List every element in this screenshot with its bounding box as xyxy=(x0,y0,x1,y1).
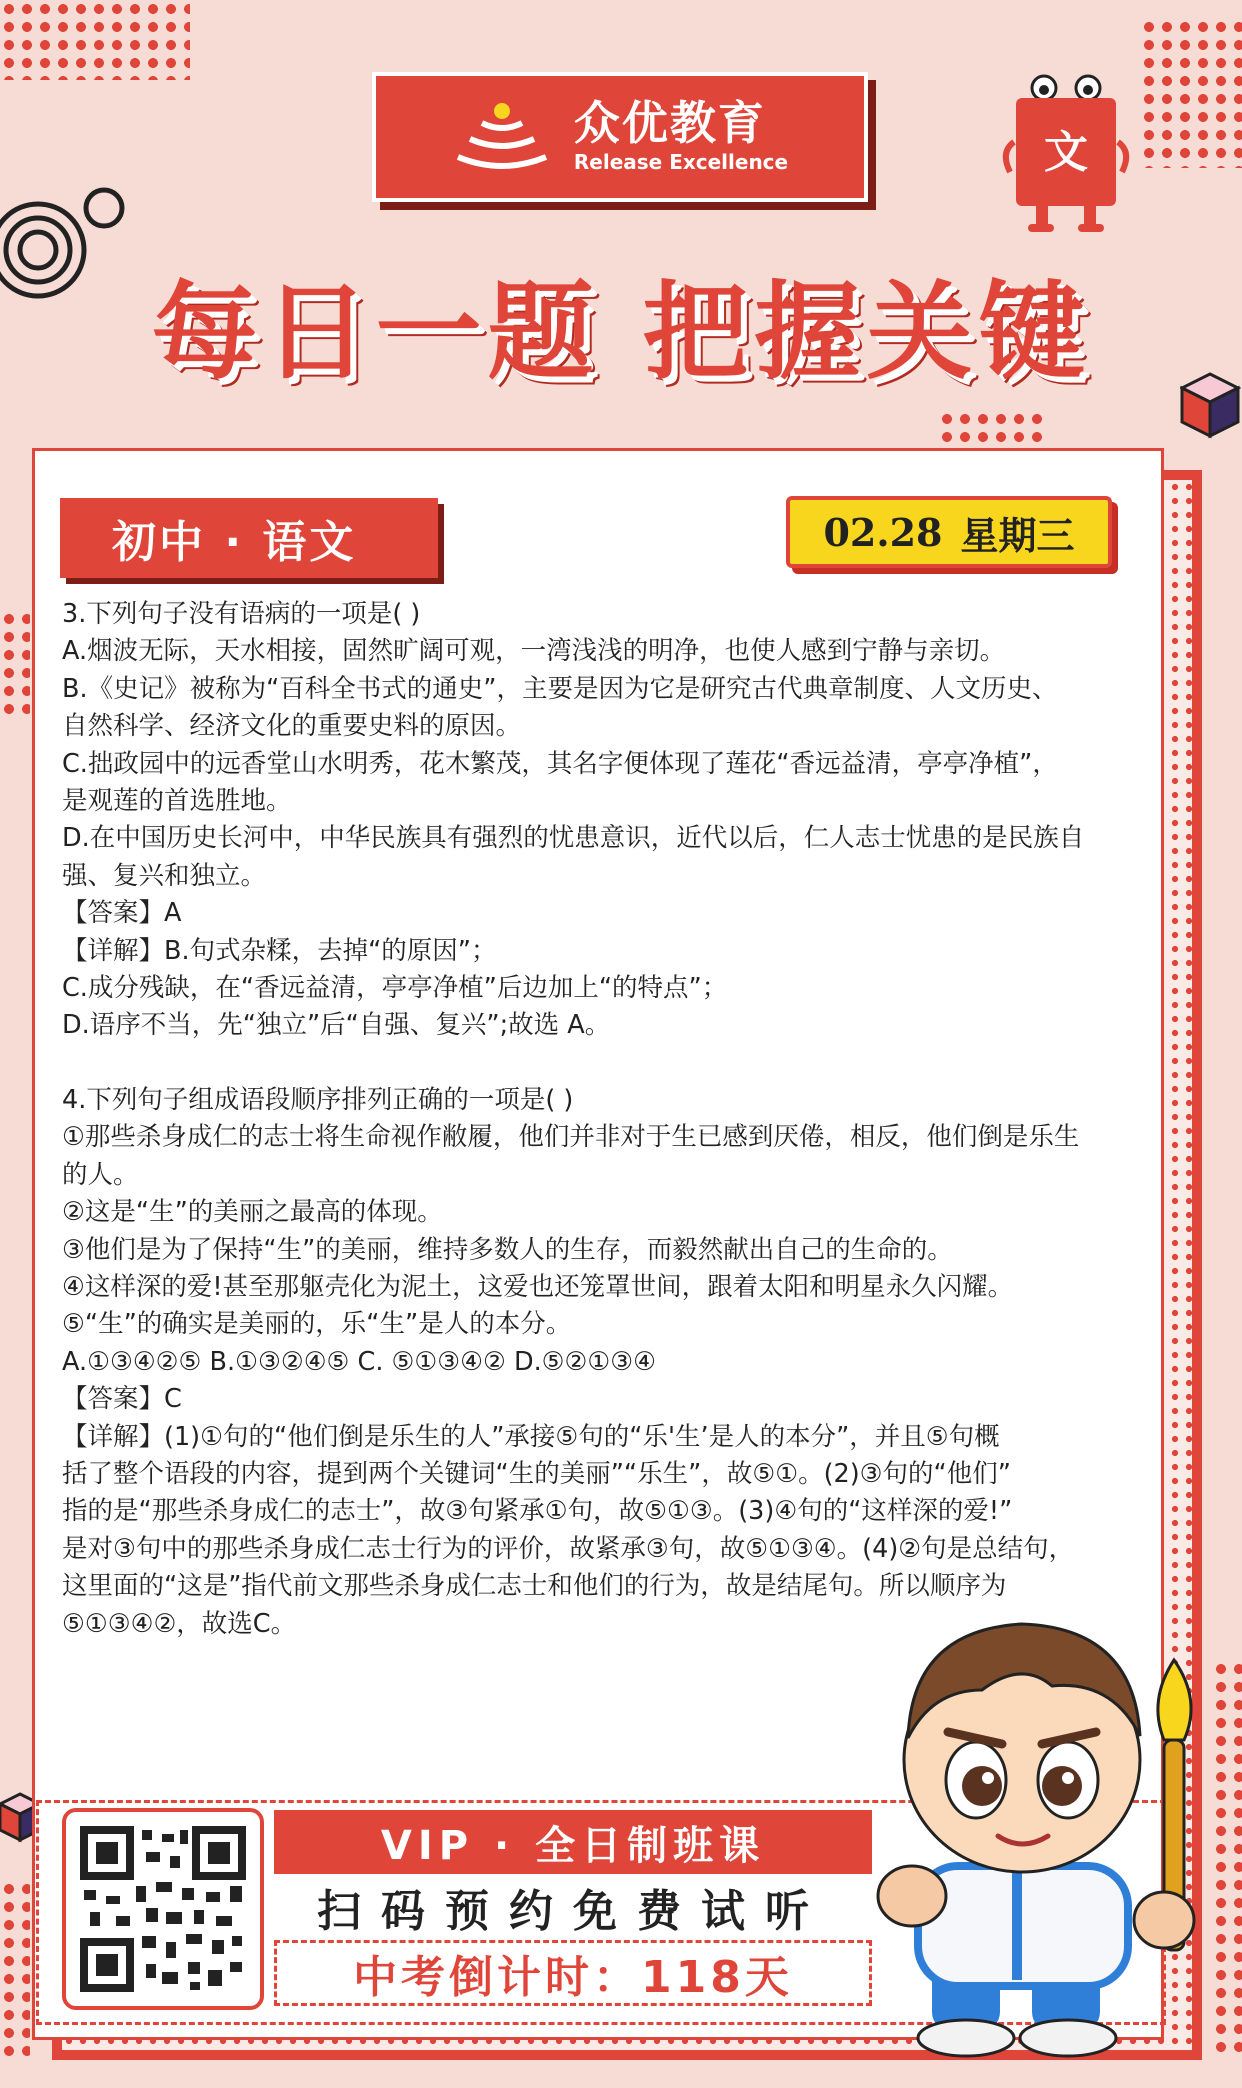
brand-slogan: Release Excellence xyxy=(573,150,789,174)
content-line: ⑤①③④②，故选C。 xyxy=(62,1608,297,1639)
content-line: A.①③④②⑤ B.①③②④⑤ C. ⑤①③④② D.⑤②①③④ xyxy=(62,1346,656,1377)
content-line: A.烟波无际，天水相接，固然旷阔可观，一湾浅浅的明净，也使人感到宁静与亲切。 xyxy=(62,636,1006,667)
mascot-badge-text: 文 xyxy=(1044,127,1088,178)
decor-dots-under-headline xyxy=(938,410,1048,446)
decor-dots-top-left xyxy=(0,0,190,80)
qr-code[interactable] xyxy=(62,1808,264,2010)
date-weekday: 星期三 xyxy=(960,512,1075,558)
content-line: 自然科学、经济文化的重要史料的原因。 xyxy=(62,711,522,742)
page-headline: 每日一题 把握关键 xyxy=(151,271,1091,394)
content-line: D.在中国历史长河中，中华民族具有强烈的忧患意识，近代以后，仁人志士忧患的是民族自 xyxy=(62,823,1085,854)
decor-dots-left-bottom xyxy=(0,1880,30,2060)
content-line: 指的是“那些杀身成仁的志士”，故③句紧承①句，故⑤①③。(3)④句的“这样深的爱!” xyxy=(62,1496,1013,1527)
content-line: D.语序不当，先“独立”后“自强、复兴”;故选 A。 xyxy=(62,1010,611,1041)
content-line: 【答案】C xyxy=(62,1384,182,1415)
content-line: 是对③句中的那些杀身成仁志士行为的评价，故紧承③句，故⑤①③④。(4)②句是总结句， xyxy=(62,1533,1075,1564)
content-line: 【详解】(1)①句的“他们倒是乐生的人”承接⑤句的“乐'生’是人的本分”，并且⑤句概 xyxy=(62,1421,1000,1452)
content-line: 是观莲的首选胜地。 xyxy=(62,786,292,817)
decor-dots-top-right xyxy=(1140,18,1242,168)
subject-tag: 初中 · 语文 xyxy=(60,498,438,578)
content-line: B.《史记》被称为“百科全书式的通史”，主要是因为它是研究古代典章制度、人文历史、 xyxy=(62,673,1058,704)
content-line: 强、复兴和独立。 xyxy=(62,860,267,891)
brand-name: 众优教育 xyxy=(573,96,766,150)
content-line: C.拙政园中的远香堂山水明秀，花木繁茂，其名字便体现了莲花“香远益清，亭亭净植”， xyxy=(62,748,1058,779)
date-day: 02.28 xyxy=(823,509,943,555)
decor-dots-left-mid xyxy=(0,610,30,720)
content-line: 这里面的“这是”指代前文那些杀身成仁志士和他们的行为，故是结尾句。所以顺序为 xyxy=(62,1571,1007,1602)
content-line: 括了整个语段的内容，提到两个关键词“生的美丽”“乐生”，故⑤①。(2)③句的“他们” xyxy=(62,1458,1011,1489)
content-line: ①那些杀身成仁的志士将生命视作敝履，他们并非对于生已感到厌倦，相反，他们倒是乐生 xyxy=(62,1122,1080,1153)
content-line: ⑤“生”的确实是美丽的，乐“生”是人的本分。 xyxy=(62,1309,572,1340)
content-line: 的人。 xyxy=(62,1159,139,1190)
content-gap xyxy=(62,1045,1142,1082)
qr-code-icon xyxy=(66,1812,260,2006)
exam-countdown: 中考倒计时：118天 xyxy=(274,1940,872,2006)
date-badge xyxy=(786,496,1112,568)
book-mascot xyxy=(1000,72,1132,236)
decor-dots-right-bottom xyxy=(1212,1660,1242,2060)
content-line: C.成分残缺，在“香远益清，亭亭净植”后边加上“的特点”； xyxy=(62,973,728,1004)
content-line: 3.下列句子没有语病的一项是( ) xyxy=(62,599,421,629)
scan-cta: 扫码预约免费试听 xyxy=(317,1886,829,1937)
content-line: ②这是“生”的美丽之最高的体现。 xyxy=(62,1197,443,1228)
brand-logo xyxy=(372,72,868,202)
vip-banner: VIP · 全日制班课 xyxy=(274,1810,872,1874)
content-line: 4.下列句子组成语段顺序排列正确的一项是( ) xyxy=(62,1084,574,1115)
content-line: ④这样深的爱!甚至那躯壳化为泥土，这爱也还笼罩世间，跟着太阳和明星永久闪耀。 xyxy=(62,1271,1014,1302)
question-content xyxy=(62,596,1142,1643)
logo-icon xyxy=(452,97,552,177)
content-line: 【答案】A xyxy=(62,898,182,929)
content-line: 【详解】B.句式杂糅，去掉“的原因”； xyxy=(62,935,497,966)
boy-mascot-icon xyxy=(872,1590,1212,2060)
content-line: ③他们是为了保持“生”的美丽，维持多数人的生存，而毅然献出自己的生命的。 xyxy=(62,1234,953,1265)
